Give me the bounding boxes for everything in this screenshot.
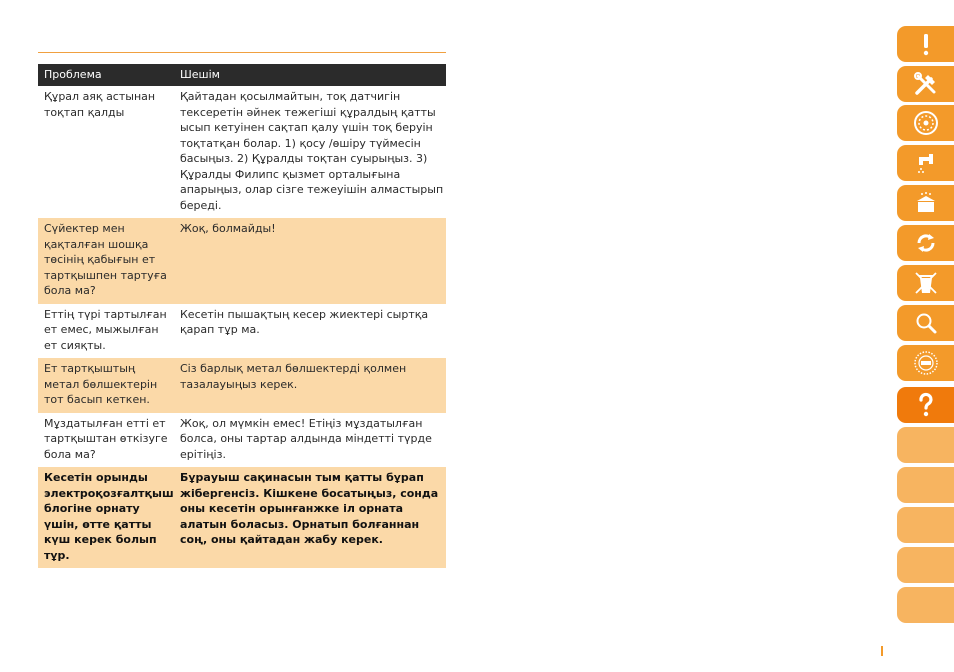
tab-recycling[interactable]: [897, 225, 954, 261]
tab-faq[interactable]: [897, 387, 954, 423]
problem-cell: Құрал аяқ астынан тоқтап қалды: [44, 90, 156, 119]
tab-guarantee[interactable]: [897, 345, 954, 381]
table-row: [38, 413, 446, 468]
tab-environment[interactable]: [897, 265, 954, 301]
tab-storage[interactable]: [897, 185, 954, 221]
solution-cell: Кесетін пышақтың кесер жиектері сыртқа қарап тұр ма.: [180, 307, 429, 336]
tab-empty[interactable]: [897, 427, 954, 463]
tab-empty[interactable]: [897, 507, 954, 543]
storage-icon: [913, 190, 939, 216]
solution-cell: Жоқ, ол мүмкін емес! Етіңіз мұздатылған болса, оны тартар алдында міндетті түрде ерітіңіз.: [180, 416, 432, 461]
solution-cell: Қайтадан қосылмайтын, тоқ датчигін тексеретін әйнек тежегіші құралдың қатты ысып кетуінен сақтап қалу үшін тоқ беруін тоқтатқан болар. 1) қосу /өшіру түймесін басыңыз. 2) Құралды тоқтан суырыңыз. 3) Құралды Филипс қызмет орталығына апарыңыз, олар сізге тежеуішін алмастырып береді.: [180, 90, 444, 212]
problem-cell: Еттің түрі тартылған ет емес, мыжылған ет сияқты.: [44, 307, 167, 352]
tab-warnings[interactable]: [897, 26, 954, 62]
troubleshooting-table: [38, 64, 446, 568]
tab-empty[interactable]: [897, 547, 954, 583]
tab-assembly[interactable]: [897, 66, 954, 102]
top-rule: [38, 52, 446, 53]
faucet-icon: [913, 150, 939, 176]
table-row: [38, 304, 446, 359]
solution-cell: Бұрауыш сақинасын тым қатты бұрап жібергенсіз. Кішкене босатыңыз, сонда оны кесетін орынғанжке іл орната алатын боласыз. Орнатып болғаннан соң, оны қайтадан жабу керек.: [180, 471, 439, 546]
question-icon: [913, 392, 939, 418]
solution-cell: Сіз барлық метал бөлшектерді қолмен тазалауыңыз керек.: [180, 362, 407, 391]
table-header: [38, 64, 446, 86]
problem-cell: Ет тартқыштың метал бөлшектерін тот басып кеткен.: [44, 362, 158, 406]
section-tabs: [897, 26, 954, 626]
solution-cell: Жоқ, болмайды!: [180, 222, 276, 235]
header-solution: Шешім: [180, 68, 220, 82]
page-marker: [881, 646, 883, 656]
search-icon: [913, 310, 939, 336]
tab-blades[interactable]: [897, 105, 954, 141]
tools-icon: [913, 71, 939, 97]
problem-cell: Мұздатылған етті ет тартқыштан өткізуге бола ма?: [44, 416, 168, 461]
problem-cell: Кесетін орынды электроқозғалтқыш блогіне орнату үшін, өтте қатты күш керек болып тұр.: [44, 471, 174, 562]
tab-cleaning[interactable]: [897, 145, 954, 181]
tab-troubleshooting-search[interactable]: [897, 305, 954, 341]
no-disposal-icon: [913, 270, 939, 296]
tab-empty[interactable]: [897, 467, 954, 503]
disc-icon: [913, 110, 939, 136]
stamp-icon: [913, 350, 939, 376]
table-row: [38, 86, 446, 218]
tab-empty[interactable]: [897, 587, 954, 623]
problem-cell: Сүйектер мен қақталған шошқа төсінің қабығын ет тартқышпен тартуға бола ма?: [44, 222, 167, 297]
recycle-icon: [913, 230, 939, 256]
header-problem: Проблема: [44, 68, 102, 82]
table-row: [38, 218, 446, 304]
table-row: [38, 358, 446, 413]
exclamation-icon: [913, 31, 939, 57]
table-row: [38, 467, 446, 568]
